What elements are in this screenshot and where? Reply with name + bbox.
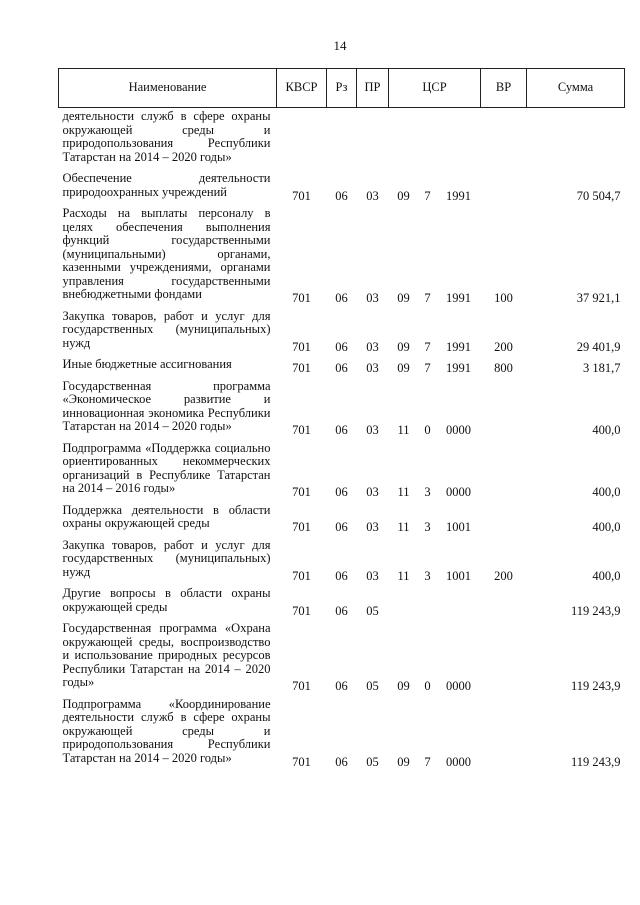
row-csr-part3: 1991 <box>446 188 471 203</box>
row-vr: 200 <box>494 568 513 583</box>
row-rz: 06 <box>335 603 348 618</box>
header-sum: Сумма <box>527 69 625 108</box>
row-pr: 03 <box>366 485 379 499</box>
row-vr <box>481 500 527 535</box>
row-pr: 03 <box>366 291 379 305</box>
row-csr-part2: 7 <box>424 291 431 305</box>
table-header-row <box>59 69 625 108</box>
row-pr: 05 <box>366 679 379 693</box>
row-csr-part1: 09 <box>397 188 410 203</box>
row-kvsr: 701 <box>292 754 311 769</box>
row-sum: 400,0 <box>592 423 621 437</box>
row-sum: 119 243,9 <box>570 754 621 769</box>
table-row <box>59 168 625 203</box>
row-vr <box>481 108 527 169</box>
row-kvsr: 701 <box>292 361 311 375</box>
row-csr-part3: 1991 <box>446 361 471 375</box>
row-kvsr: 701 <box>292 188 311 203</box>
row-csr-part1: 09 <box>397 361 410 375</box>
row-rz: 06 <box>335 188 348 203</box>
table-row <box>59 376 625 438</box>
row-vr <box>481 168 527 203</box>
row-name: Поддержка деятельности в области охраны окружающей среды <box>62 502 271 530</box>
row-sum: 119 243,9 <box>570 603 621 618</box>
row-name: Подпрограмма «Координирование деятельности служб в сфере охраны окружающей среды и природопользования Республики Татарстан на 2014 – 2020 годы» <box>62 696 271 765</box>
row-vr <box>481 583 527 618</box>
row-kvsr: 701 <box>292 603 311 618</box>
row-pr: 03 <box>366 361 379 375</box>
budget-table <box>58 68 625 769</box>
header-kvsr: КВСР <box>277 69 327 108</box>
row-pr: 05 <box>366 754 379 769</box>
row-csr-part1 <box>389 583 419 618</box>
row-rz <box>327 108 357 169</box>
row-csr-part1: 09 <box>397 339 410 354</box>
row-csr-part1: 11 <box>397 423 410 437</box>
row-vr: 800 <box>494 361 513 375</box>
row-csr-part1: 09 <box>397 754 410 769</box>
row-name: Обеспечение деятельности природоохранных учреждений <box>62 171 271 199</box>
row-sum: 400,0 <box>592 568 621 583</box>
table-row <box>59 500 625 535</box>
row-rz: 06 <box>335 568 348 583</box>
row-csr-part2: 3 <box>424 485 431 499</box>
table-row <box>59 618 625 694</box>
row-sum: 119 243,9 <box>570 679 621 693</box>
table-row <box>59 535 625 584</box>
row-name: Закупка товаров, работ и услуг для государственных (муниципальных) нужд <box>62 308 271 350</box>
row-sum: 400,0 <box>592 520 621 534</box>
row-csr-part3: 0000 <box>446 754 471 769</box>
row-sum: 3 181,7 <box>583 361 621 375</box>
row-name: Другие вопросы в области охраны окружающей среды <box>62 586 271 614</box>
row-name: Расходы на выплаты персоналу в целях обеспечения выполнения функций государственными (муниципальными) органами, казенными учреждениями, органами управления государственными внебюджетными фондами <box>62 206 271 301</box>
row-vr <box>481 694 527 770</box>
row-name: Закупка товаров, работ и услуг для государственных (муниципальных) нужд <box>62 537 271 579</box>
table-row <box>59 438 625 500</box>
row-name: деятельности служб в сфере охраны окружающей среды и природопользования Республики Татарстан на 2014 – 2020 годы» <box>62 109 271 164</box>
row-vr: 100 <box>494 291 513 305</box>
row-csr-part2: 7 <box>424 188 431 203</box>
table-row <box>59 108 625 169</box>
row-sum: 70 504,7 <box>576 188 621 203</box>
row-rz: 06 <box>335 679 348 693</box>
row-csr-part3: 0000 <box>446 423 471 437</box>
page-number: 14 <box>333 38 347 53</box>
row-csr-part2: 7 <box>424 339 431 354</box>
row-vr: 200 <box>494 339 513 354</box>
row-kvsr: 701 <box>292 291 311 305</box>
row-pr <box>357 108 389 169</box>
row-vr <box>481 376 527 438</box>
row-name: Государственная программа «Охрана окружающей среды, воспроизводство и использование природных ресурсов Республики Татарстан на 2014 – 2020 годы» <box>62 621 271 689</box>
row-csr-part3: 0000 <box>446 485 471 499</box>
row-sum: 29 401,9 <box>576 339 621 354</box>
row-csr-part2: 7 <box>424 754 431 769</box>
row-csr-part1: 09 <box>397 291 410 305</box>
row-csr-part2 <box>419 108 437 169</box>
table-row <box>59 694 625 770</box>
row-pr: 03 <box>366 423 379 437</box>
table-row <box>59 306 625 355</box>
row-vr <box>481 438 527 500</box>
row-csr-part3: 1991 <box>446 291 471 305</box>
row-rz: 06 <box>335 339 348 354</box>
table-row <box>59 583 625 618</box>
row-csr-part2 <box>419 583 437 618</box>
row-sum: 37 921,1 <box>576 291 621 305</box>
row-csr-part2: 3 <box>424 568 431 583</box>
row-rz: 06 <box>335 485 348 499</box>
row-kvsr: 701 <box>292 679 311 693</box>
row-csr-part3: 1001 <box>446 568 471 583</box>
row-sum <box>527 108 625 169</box>
row-kvsr: 701 <box>292 423 311 437</box>
table-row <box>59 203 625 306</box>
row-pr: 03 <box>366 188 379 203</box>
row-csr-part1 <box>389 108 419 169</box>
header-pr: ПР <box>357 69 389 108</box>
row-rz: 06 <box>335 423 348 437</box>
row-csr-part1: 09 <box>397 679 410 693</box>
header-vr: ВР <box>481 69 527 108</box>
row-csr-part2: 0 <box>424 679 431 693</box>
row-csr-part1: 11 <box>397 568 410 583</box>
row-csr-part2: 7 <box>424 361 431 375</box>
header-csr: ЦСР <box>389 69 481 108</box>
row-kvsr: 701 <box>292 339 311 354</box>
row-rz: 06 <box>335 291 348 305</box>
header-rz: Рз <box>327 69 357 108</box>
row-rz: 06 <box>335 520 348 534</box>
row-pr: 05 <box>366 603 379 618</box>
row-csr-part3: 1991 <box>446 339 471 354</box>
header-name: Наименование <box>59 69 277 108</box>
row-pr: 03 <box>366 568 379 583</box>
row-name: Государственная программа «Экономическое развитие и инновационная экономика Республики Татарстан на 2014 – 2020 годы» <box>62 378 271 433</box>
row-sum: 400,0 <box>592 485 621 499</box>
row-name: Подпрограмма «Поддержка социально ориентированных некоммерческих организаций в Республике Татарстан на 2014 – 2016 годы» <box>62 440 271 495</box>
row-csr-part3 <box>437 583 481 618</box>
row-name: Иные бюджетные ассигнования <box>62 357 232 371</box>
row-kvsr: 701 <box>292 520 311 534</box>
row-csr-part1: 11 <box>397 520 410 534</box>
row-vr <box>481 618 527 694</box>
table-row <box>59 354 625 376</box>
row-pr: 03 <box>366 339 379 354</box>
row-rz: 06 <box>335 361 348 375</box>
row-pr: 03 <box>366 520 379 534</box>
row-csr-part3 <box>437 108 481 169</box>
row-csr-part2: 0 <box>424 423 431 437</box>
row-csr-part3: 0000 <box>446 679 471 693</box>
row-csr-part2: 3 <box>424 520 431 534</box>
row-rz: 06 <box>335 754 348 769</box>
row-csr-part3: 1001 <box>446 520 471 534</box>
row-csr-part1: 11 <box>397 485 410 499</box>
row-kvsr: 701 <box>292 485 311 499</box>
row-kvsr: 701 <box>292 568 311 583</box>
row-kvsr <box>277 108 327 169</box>
